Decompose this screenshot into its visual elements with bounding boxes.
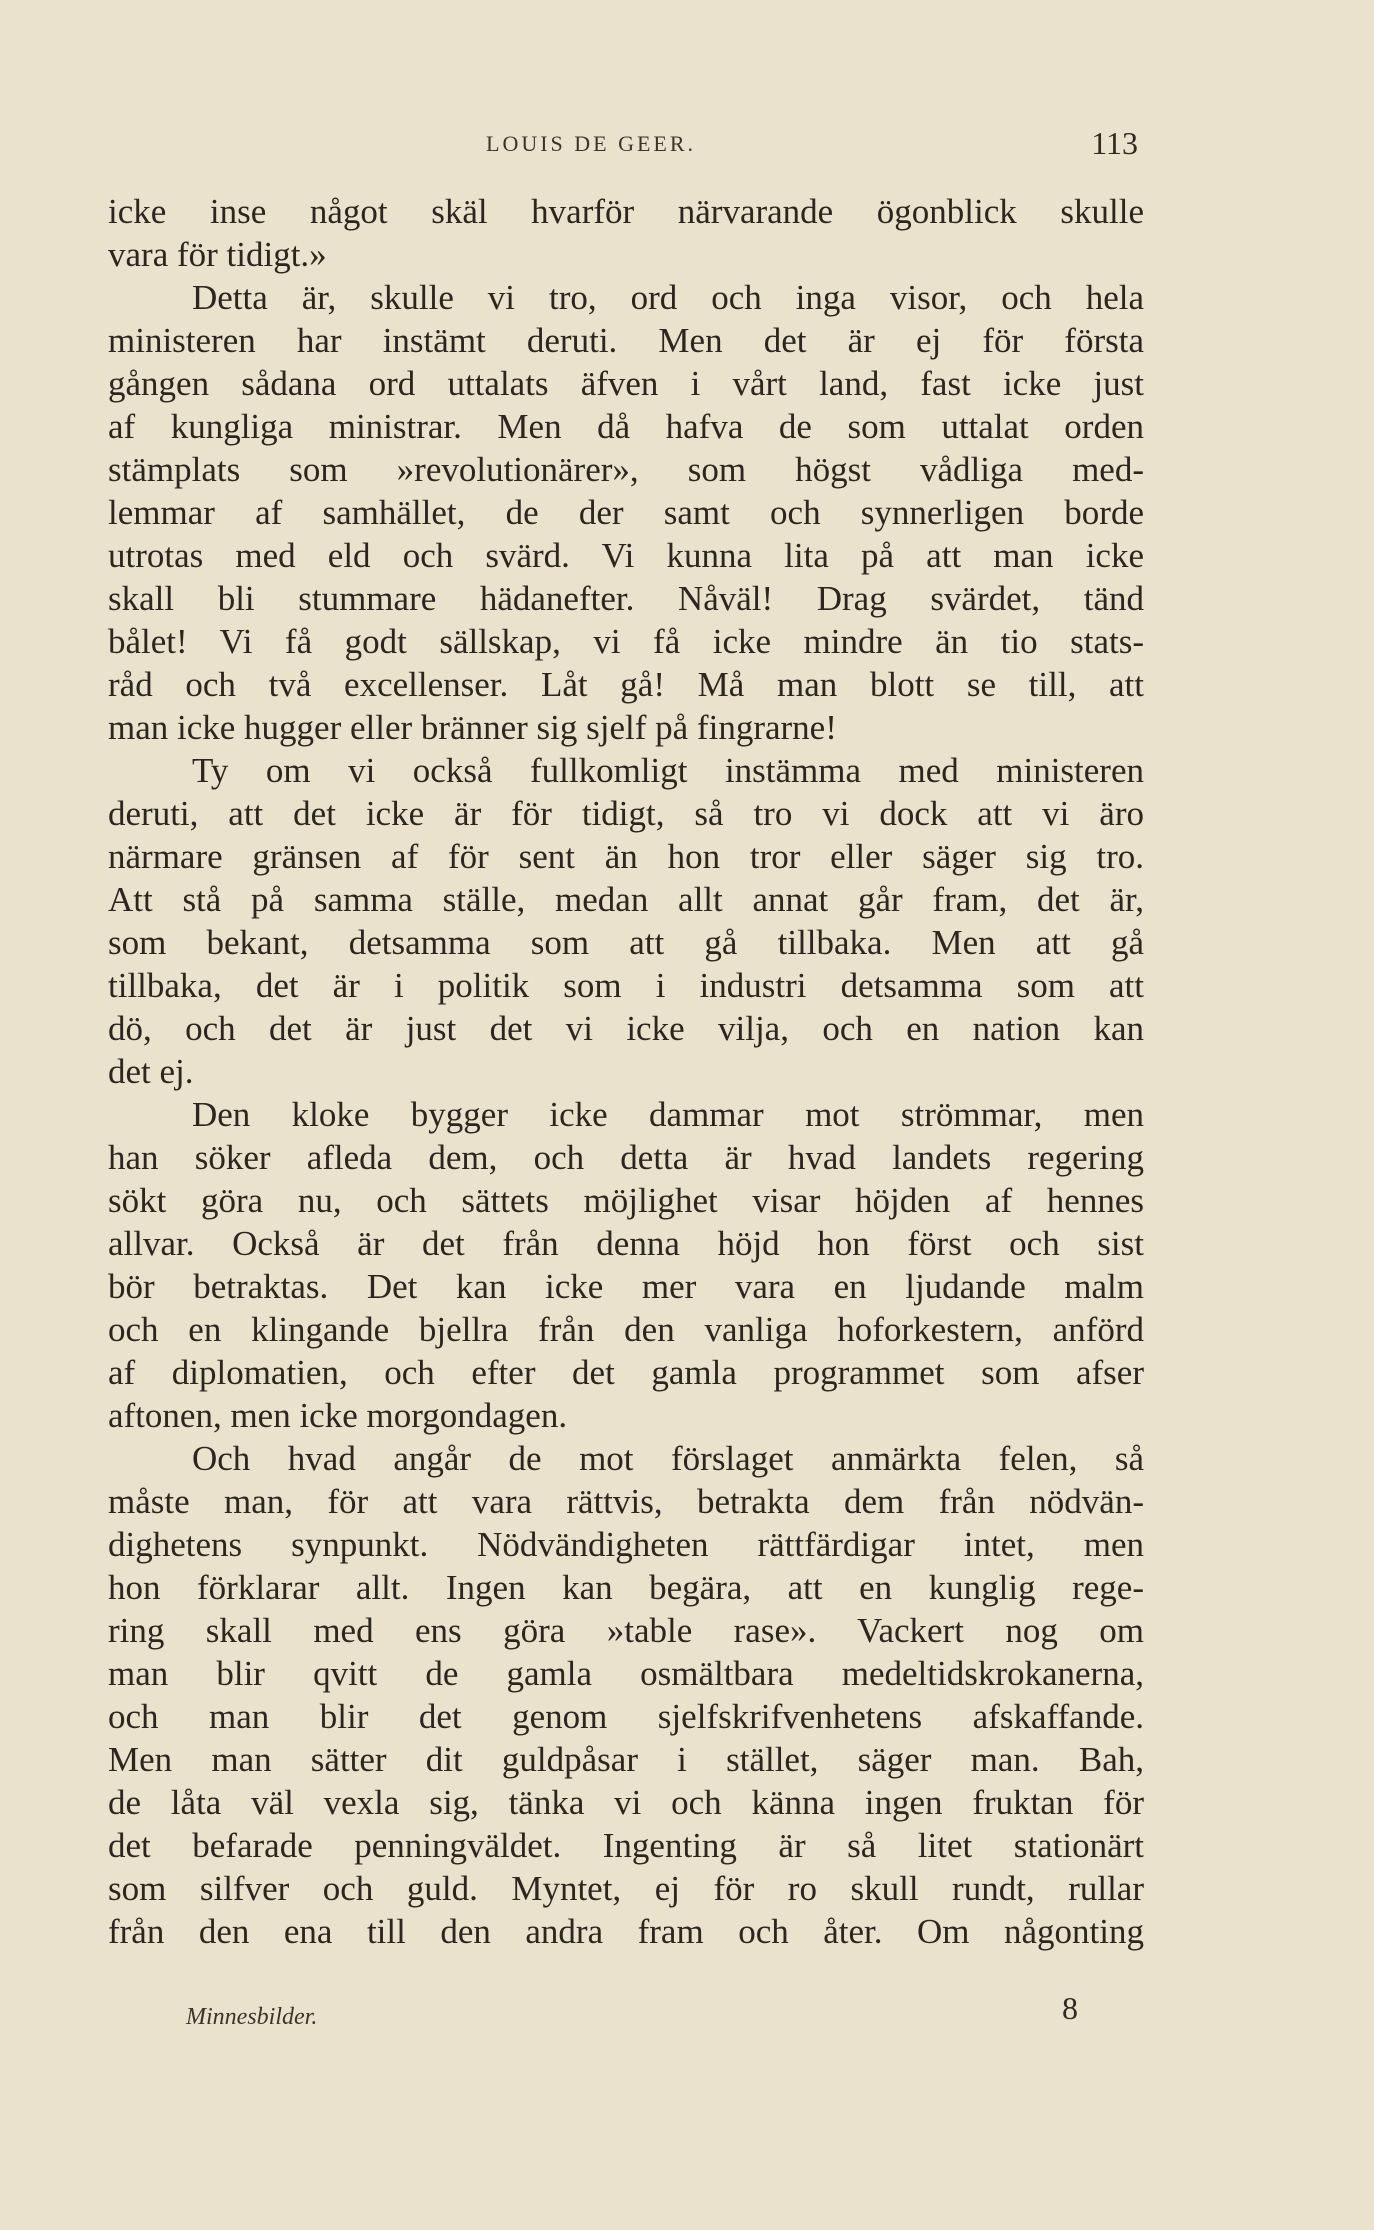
text-line: de låta väl vexla sig, tänka vi och känna ingen fruktan för	[108, 1783, 1144, 1822]
text-line: och man blir det genom sjelfskrifvenhetens afskaffande.	[108, 1697, 1144, 1736]
text-line: Men man sätter dit guldpåsar i stället, säger man. Bah,	[108, 1740, 1144, 1779]
text-line: vara för tidigt.»	[108, 235, 327, 274]
text-line: som silfver och guld. Myntet, ej för ro skull rundt, rullar	[108, 1869, 1144, 1908]
text-line: från den ena till den andra fram och åter. Om någonting	[108, 1912, 1144, 1951]
text-line: hon förklarar allt. Ingen kan begära, att en kunglig rege-	[108, 1568, 1144, 1607]
text-line: skall bli stummare hädanefter. Nåväl! Drag svärdet, tänd	[108, 579, 1144, 618]
text-line: bålet! Vi få godt sällskap, vi få icke mindre än tio stats-	[108, 622, 1144, 661]
running-title: LOUIS DE GEER.	[486, 131, 697, 156]
text-line: utrotas med eld och svärd. Vi kunna lita på att man icke	[108, 536, 1144, 575]
text-line: lemmar af samhället, de der samt och synnerligen borde	[108, 493, 1144, 532]
text-line: ring skall med ens göra »table rase». Vackert nog om	[108, 1611, 1144, 1650]
text-line: man icke hugger eller bränner sig sjelf på fingrarne!	[108, 708, 837, 747]
text-line: måste man, för att vara rättvis, betrakta dem från nödvän-	[108, 1482, 1144, 1521]
text-line: det befarade penningväldet. Ingenting är så litet stationärt	[108, 1826, 1144, 1865]
text-line: gången sådana ord uttalats äfven i vårt land, fast icke just	[108, 364, 1144, 403]
text-line: allvar. Också är det från denna höjd hon först och sist	[108, 1224, 1144, 1263]
text-line: af diplomatien, och efter det gamla programmet som afser	[108, 1353, 1144, 1392]
text-line: dö, och det är just det vi icke vilja, och en nation kan	[108, 1009, 1144, 1048]
text-line: det ej.	[108, 1052, 194, 1091]
text-line: Den kloke bygger icke dammar mot strömmar, men	[192, 1095, 1144, 1134]
text-line: bör betraktas. Det kan icke mer vara en ljudande malm	[108, 1267, 1144, 1306]
text-line: sökt göra nu, och sättets möjlighet visar höjden af hennes	[108, 1181, 1144, 1220]
text-line: Ty om vi också fullkomligt instämma med ministeren	[192, 751, 1144, 790]
text-line: närmare gränsen af för sent än hon tror eller säger sig tro.	[108, 837, 1144, 876]
page-header	[108, 125, 1138, 165]
text-line: deruti, att det icke är för tidigt, så tro vi dock att vi äro	[108, 794, 1144, 833]
text-line: af kungliga ministrar. Men då hafva de som uttalat orden	[108, 407, 1144, 446]
text-line: Och hvad angår de mot förslaget anmärkta felen, så	[192, 1439, 1144, 1478]
signature-mark: Minnesbilder.	[186, 2004, 318, 2030]
page-footer	[108, 1990, 1078, 2030]
text-line: han söker afleda dem, och detta är hvad landets regering	[108, 1138, 1144, 1177]
text-line: dighetens synpunkt. Nödvändigheten rättfärdigar intet, men	[108, 1525, 1144, 1564]
text-line: Detta är, skulle vi tro, ord och inga visor, och hela	[192, 278, 1144, 317]
page-number: 113	[1091, 125, 1138, 161]
text-line: man blir qvitt de gamla osmältbara medeltidskrokanerna,	[108, 1654, 1144, 1693]
text-line: icke inse något skäl hvarför närvarande ögonblick skulle	[108, 192, 1144, 231]
text-line: aftonen, men icke morgondagen.	[108, 1396, 568, 1435]
text-line: tillbaka, det är i politik som i industri detsamma som att	[108, 966, 1144, 1005]
text-line: ministeren har instämt deruti. Men det är ej för första	[108, 321, 1144, 360]
text-line: och en klingande bjellra från den vanliga hoforkestern, anförd	[108, 1310, 1144, 1349]
text-line: råd och två excellenser. Låt gå! Må man blott se till, att	[108, 665, 1144, 704]
body-text	[108, 190, 1144, 1953]
text-line: som bekant, detsamma som att gå tillbaka. Men att gå	[108, 923, 1144, 962]
text-line: Att stå på samma ställe, medan allt annat går fram, det är,	[108, 880, 1144, 919]
sheet-number: 8	[1062, 1990, 1078, 2026]
text-line: stämplats som »revolutionärer», som högst vådliga med-	[108, 450, 1144, 489]
